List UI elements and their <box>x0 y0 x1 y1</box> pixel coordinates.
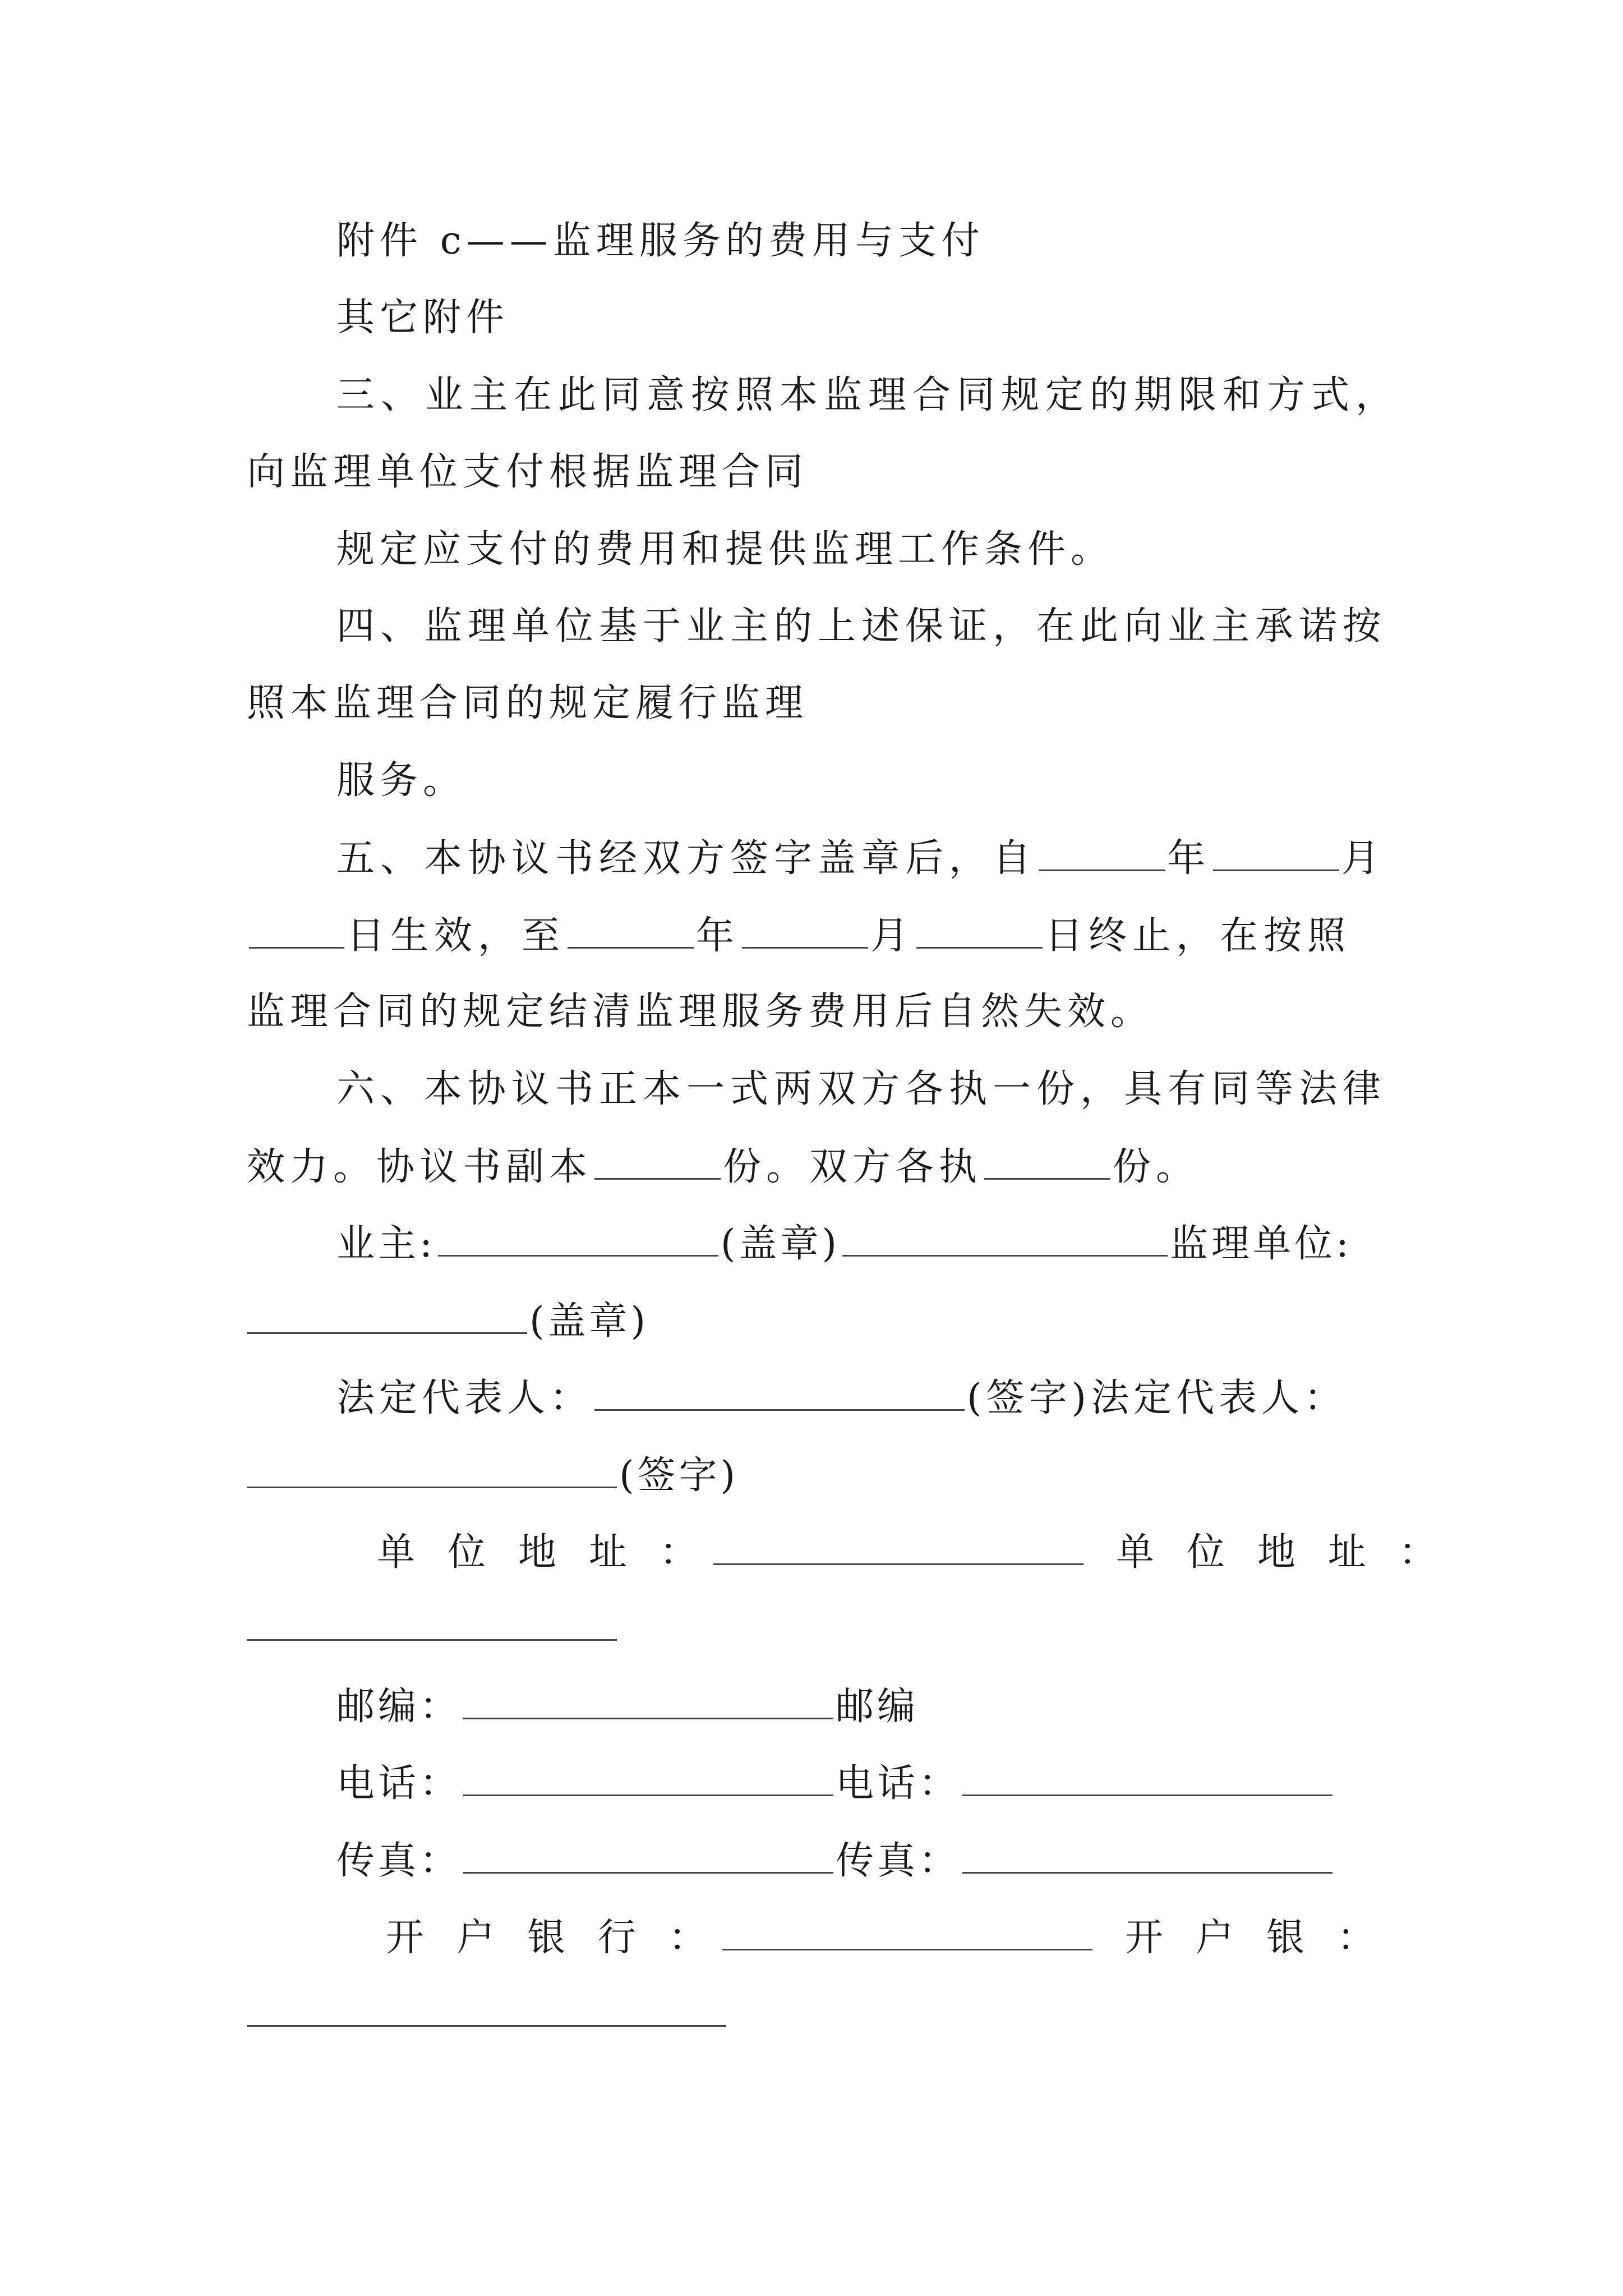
clause-5-line-2 <box>247 910 1351 961</box>
address-label-1: 单位地址： <box>377 1530 731 1575</box>
signature-1: (签字) <box>967 1376 1091 1420</box>
clause-3-line-2: 向监理单位支付根据监理合同 <box>247 450 809 494</box>
supervisor-seal: (盖章) <box>529 1299 649 1343</box>
clause-5-text-b: 年 <box>1167 836 1211 881</box>
clause-5-text-f: 月 <box>870 914 915 958</box>
other-attachments-line: 其它附件 <box>336 296 510 340</box>
phone-blank-2[interactable] <box>962 1757 1332 1796</box>
fax-label-2: 传真： <box>836 1839 961 1883</box>
end-year-blank[interactable] <box>568 910 694 949</box>
supervisor-seal-line <box>247 1295 649 1347</box>
clause-6-line-2 <box>247 1141 1199 1193</box>
clause-5-text-g: 日终止，在按照 <box>1045 914 1352 958</box>
bank-label-2: 开户银： <box>1125 1916 1408 1960</box>
clause-6-text-b: 效力。协议书副本 <box>247 1145 593 1189</box>
clause-6-text-c: 份。双方各执 <box>723 1145 983 1189</box>
attachment-c-line: 附件 c——监理服务的费用与支付 <box>336 219 985 263</box>
clause-5-line-3: 监理合同的规定结清监理服务费用后自然失效。 <box>247 990 1154 1034</box>
fax-label-1: 传真： <box>336 1839 462 1883</box>
bank-line <box>386 1912 1408 1963</box>
clause-4-line-3: 服务。 <box>336 758 467 803</box>
phone-line <box>336 1757 1335 1809</box>
end-day-blank[interactable] <box>916 910 1043 949</box>
start-month-blank[interactable] <box>1213 832 1339 871</box>
bank-blank-1[interactable] <box>722 1912 1092 1950</box>
clause-4-line-2: 照本监理合同的规定履行监理 <box>247 681 809 725</box>
fax-blank-2[interactable] <box>962 1835 1332 1874</box>
legal-rep-line <box>336 1372 1347 1424</box>
legal-rep-label-2: 法定代表人： <box>1091 1376 1347 1420</box>
signature-2: (签字) <box>619 1453 739 1498</box>
fax-blank-1[interactable] <box>463 1835 833 1874</box>
clause-5-text-a: 五、本协议书经双方签字盖章后，自 <box>336 836 1037 881</box>
phone-label-1: 电话： <box>336 1761 462 1806</box>
clause-6-line-1: 六、本协议书正本一式两双方各执一份，具有同等法律 <box>336 1067 1387 1111</box>
start-day-blank[interactable] <box>249 910 344 949</box>
postcode-label-1: 邮编： <box>336 1685 462 1729</box>
supervisor-label: 监理单位: <box>1169 1222 1352 1266</box>
postcode-blank[interactable] <box>463 1681 833 1719</box>
clause-5-text-c: 月 <box>1341 836 1386 881</box>
address-blank-2[interactable] <box>247 1639 617 1641</box>
owner-label: 业主: <box>336 1222 436 1266</box>
bank-label-1: 开户银行： <box>386 1916 740 1960</box>
clause-5-text-d: 日生效，至 <box>347 914 566 958</box>
clause-5-line-1 <box>336 832 1385 884</box>
phone-label-2: 电话： <box>836 1761 961 1806</box>
legal-rep-blank-2[interactable] <box>247 1450 617 1488</box>
owner-seal: (盖章) <box>720 1222 840 1266</box>
clause-3-line-3: 规定应支付的费用和提供监理工作条件。 <box>336 527 1114 572</box>
end-month-blank[interactable] <box>742 910 868 949</box>
address-line <box>377 1526 1469 1578</box>
clause-4-line-1: 四、监理单位基于业主的上述保证，在此向业主承诺按 <box>336 604 1387 648</box>
bank-blank-2[interactable] <box>247 2025 726 2027</box>
copies-count-blank[interactable] <box>594 1141 721 1180</box>
postcode-line <box>336 1681 919 1732</box>
legal-rep-label-1: 法定代表人： <box>336 1376 593 1420</box>
legal-rep-blank-1[interactable] <box>594 1372 965 1411</box>
owner-line <box>336 1218 1352 1269</box>
supervisor-fill-blank[interactable] <box>842 1218 1168 1257</box>
legal-rep-signature-line <box>247 1450 739 1501</box>
clause-3-line-1: 三、业主在此同意按照本监理合同规定的期限和方式， <box>336 373 1400 417</box>
phone-blank-1[interactable] <box>463 1757 833 1796</box>
start-year-blank[interactable] <box>1039 832 1165 871</box>
copies-each-blank[interactable] <box>984 1141 1110 1180</box>
clause-5-text-e: 年 <box>696 914 740 958</box>
address-blank-1[interactable] <box>713 1526 1083 1565</box>
supervisor-blank[interactable] <box>247 1295 527 1334</box>
owner-blank[interactable] <box>438 1218 718 1257</box>
postcode-label-2: 邮编 <box>836 1685 919 1729</box>
fax-line <box>336 1835 1335 1887</box>
address-label-2: 单位地址： <box>1116 1530 1470 1575</box>
clause-6-text-d: 份。 <box>1113 1145 1200 1189</box>
